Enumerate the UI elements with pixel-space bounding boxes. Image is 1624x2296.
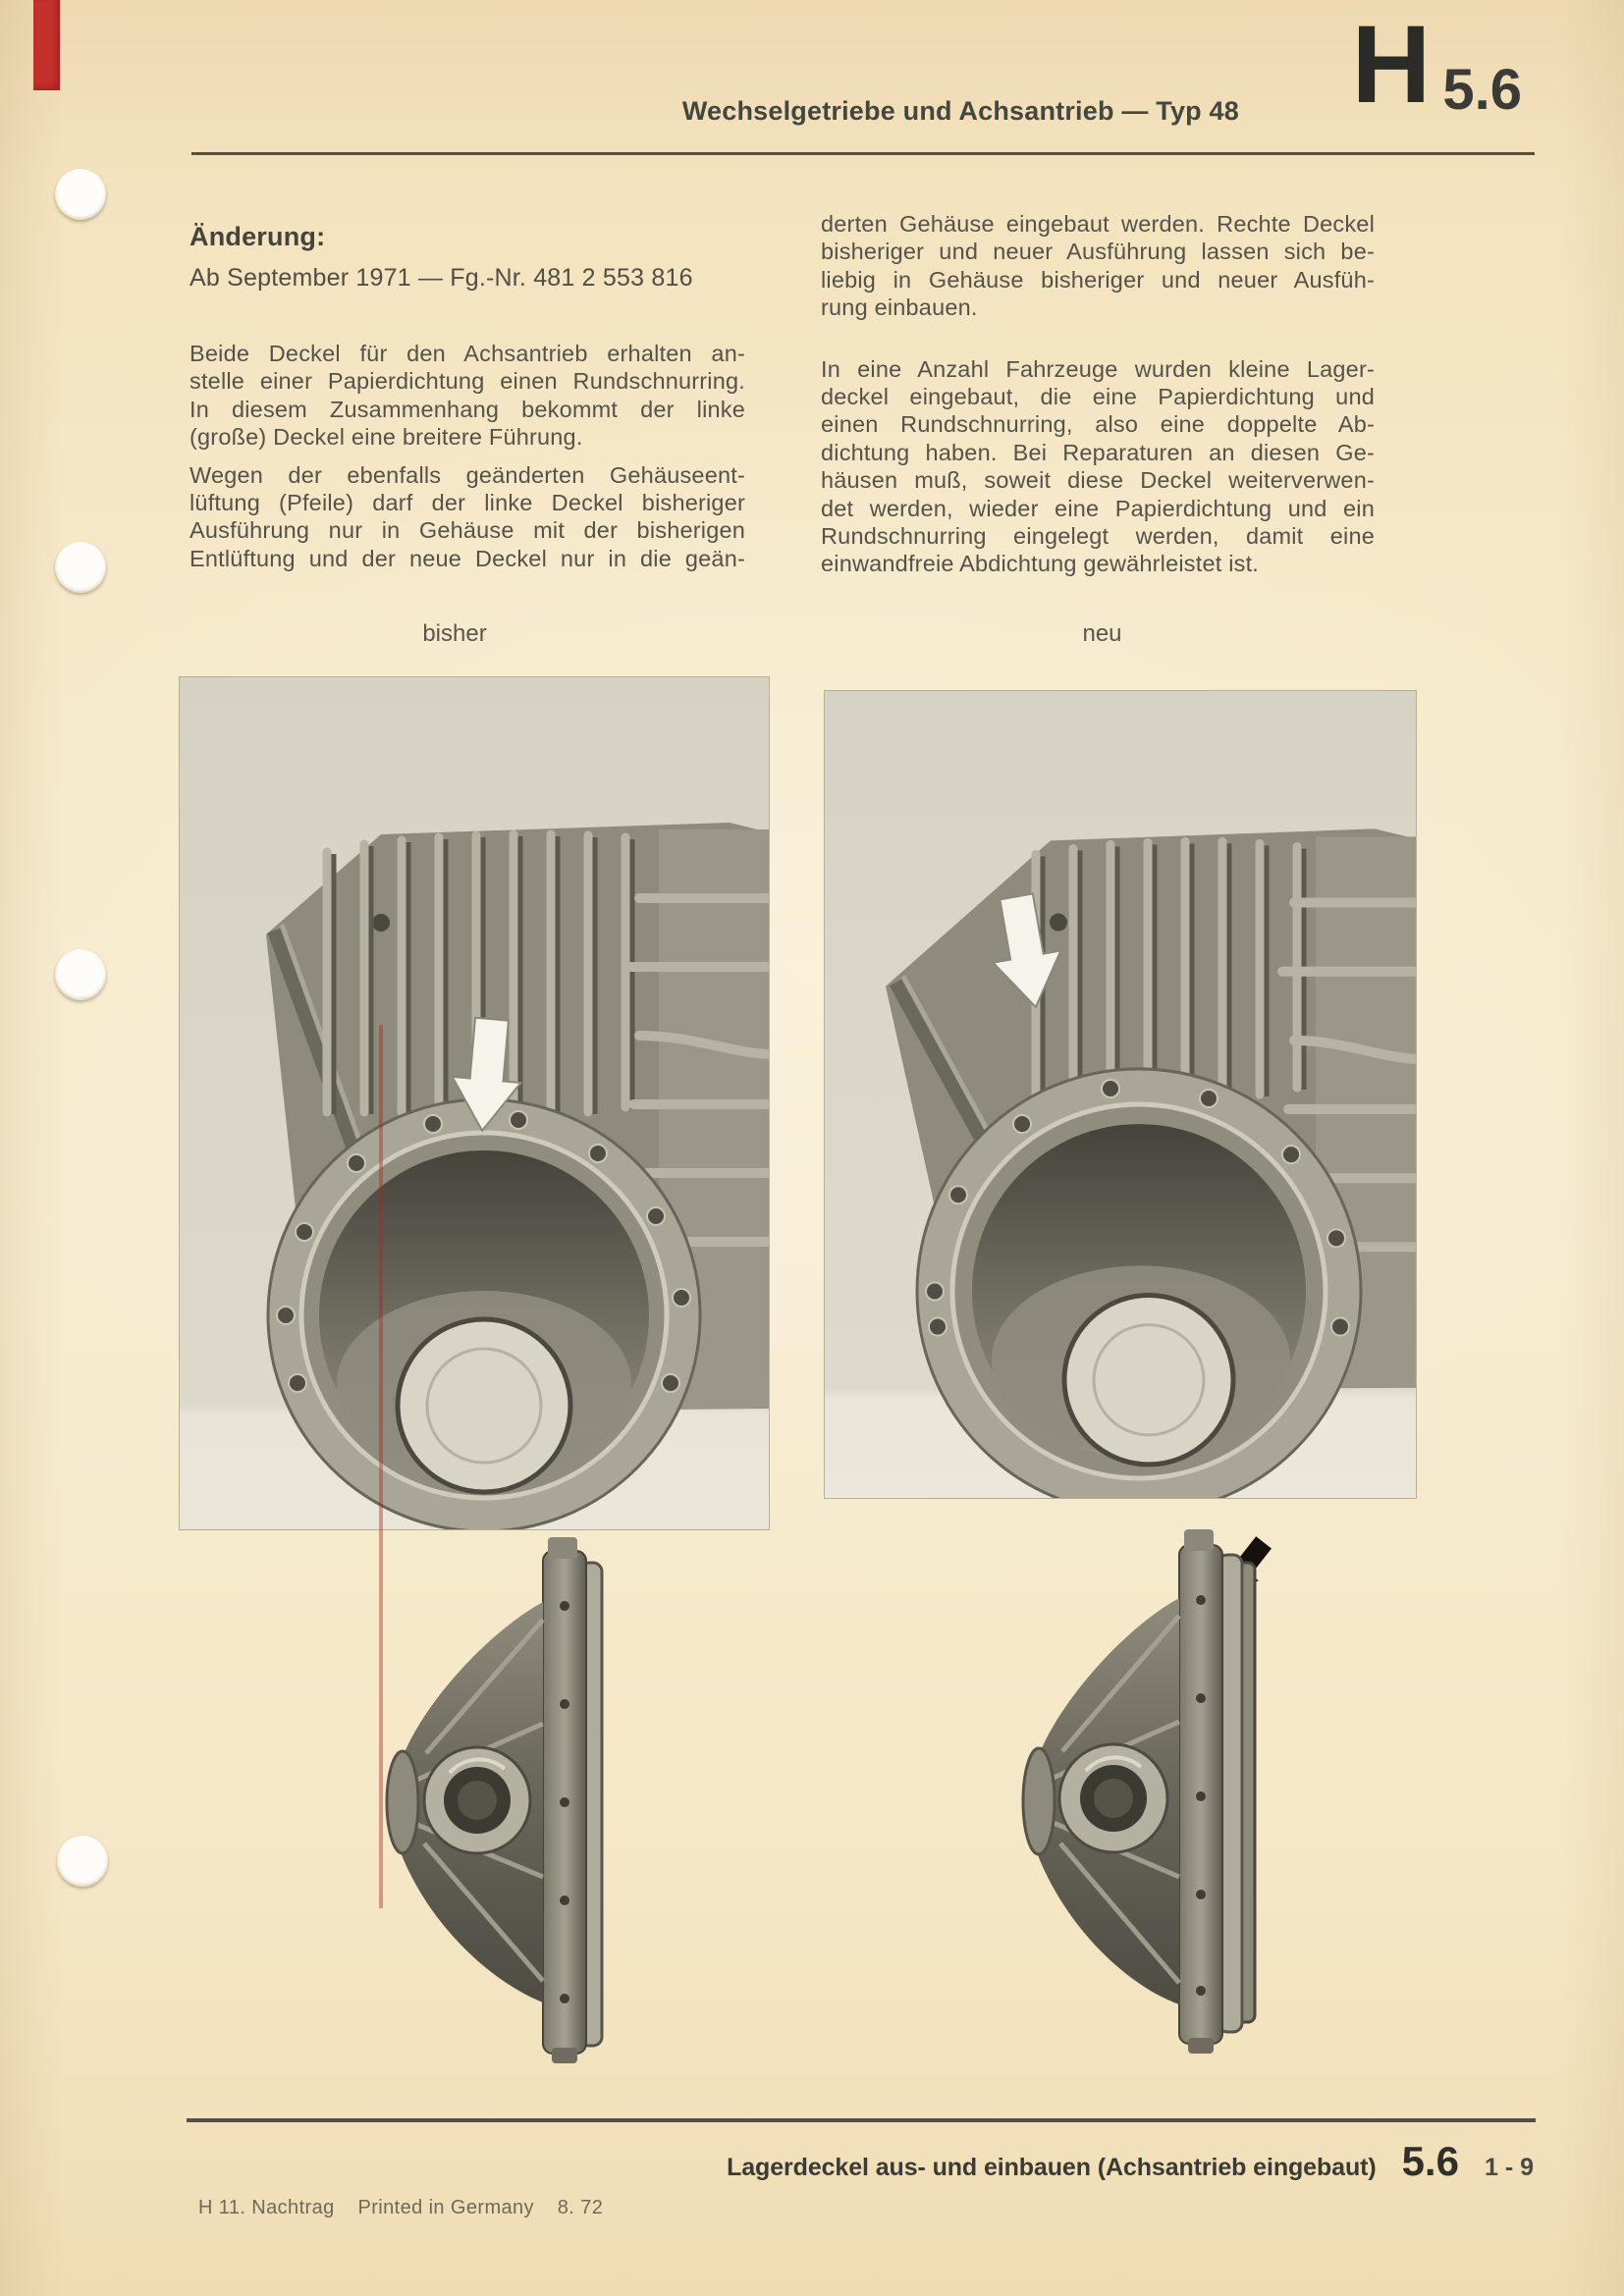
footer-caption: Lagerdeckel aus- und einbauen (Achsantrieb eingebaut): [727, 2154, 1377, 2181]
footer-section-number: 5.6: [1401, 2138, 1459, 2184]
header-rule: [191, 152, 1535, 155]
photo-lagerdeckel-bisher: [342, 1537, 636, 2067]
paragraph: [189, 461, 745, 573]
text-line: bisheriger und neuer Ausführung lassen sich be-: [821, 239, 1375, 265]
text-line: In diesem Zusammenhang bekommt der linke: [189, 396, 745, 422]
bearing-cover-illustration: [980, 1512, 1284, 2076]
text-line: In eine Anzahl Fahrzeuge wurden kleine Lager-: [821, 355, 1375, 382]
photo-gearbox-bisher: [180, 677, 769, 1529]
footer: [727, 2138, 1534, 2185]
punch-hole: [55, 949, 106, 1000]
text-line: Ausführung nur in Gehäuse mit der bisherigen: [189, 517, 745, 544]
text-line: einen Rundschnurring, also eine doppelte Ab-: [821, 411, 1375, 438]
paragraph: [821, 355, 1375, 578]
bearing-cover-illustration: [342, 1537, 636, 2067]
text-line: derten Gehäuse eingebaut werden. Rechte Deckel: [821, 211, 1375, 237]
page-title: Wechselgetriebe und Achsantrieb — Typ 48: [681, 96, 1239, 126]
punch-hole: [57, 1836, 108, 1887]
text-line: Beide Deckel für den Achsantrieb erhalten an-: [189, 341, 745, 366]
paragraph: [821, 210, 1375, 322]
text-line: Rundschnurring eingelegt werden, damit eine: [821, 523, 1375, 550]
text-line: einwandfreie Abdichtung gewährleistet ist.: [821, 551, 1260, 577]
text-line: dichtung haben. Bei Reparaturen an diesen Ge-: [821, 439, 1375, 465]
text-line: Wegen der ebenfalls geänderten Gehäuseent-: [189, 461, 745, 488]
photo-lagerdeckel-neu: [980, 1512, 1284, 2076]
text-line: rung einbauen.: [821, 294, 978, 321]
right-text-column: [821, 210, 1375, 612]
text-line: lüftung (Pfeile) darf der linke Deckel bisheriger: [189, 490, 745, 516]
text-line: stelle einer Papierdichtung einen Rundschnurring.: [189, 368, 745, 395]
footer-page-range: 1 - 9: [1484, 2154, 1534, 2181]
red-pencil-mark: [379, 1025, 383, 1908]
punch-hole: [55, 542, 106, 593]
text-line: (große) Deckel eine breitere Führung.: [189, 424, 583, 451]
photo-gearbox-neu: [825, 691, 1416, 1498]
section-code: [1351, 3, 1522, 126]
gearbox-illustration: [180, 677, 769, 1529]
punch-hole: [55, 169, 106, 220]
paragraph: [189, 340, 745, 452]
text-line: deckel eingebaut, die eine Papierdichtung und: [821, 384, 1375, 410]
imprint-line: H 11. Nachtrag Printed in Germany 8. 72: [198, 2197, 604, 2218]
text-line: Entlüftung und der neue Deckel nur in die geän-: [189, 545, 745, 571]
section-tab-mark: [33, 0, 60, 90]
text-line: liebig in Gehäuse bisheriger und neuer Ausfüh-: [821, 266, 1375, 293]
left-text-column: [189, 224, 745, 582]
text-line: häusen muß, soweit diese Deckel weiterverwen-: [821, 467, 1375, 494]
figure-label-bisher: bisher: [422, 620, 487, 647]
gearbox-illustration: [825, 691, 1416, 1498]
figure-label-neu: neu: [1082, 620, 1122, 647]
text-line: det werden, wieder eine Papierdichtung und ein: [821, 495, 1375, 521]
effective-from-line: Ab September 1971 — Fg.-Nr. 481 2 553 816: [189, 264, 693, 292]
change-heading: Änderung:: [189, 222, 326, 251]
section-letter: H: [1351, 3, 1430, 126]
footer-rule: [187, 2118, 1536, 2122]
section-number: 5.6: [1442, 58, 1522, 122]
